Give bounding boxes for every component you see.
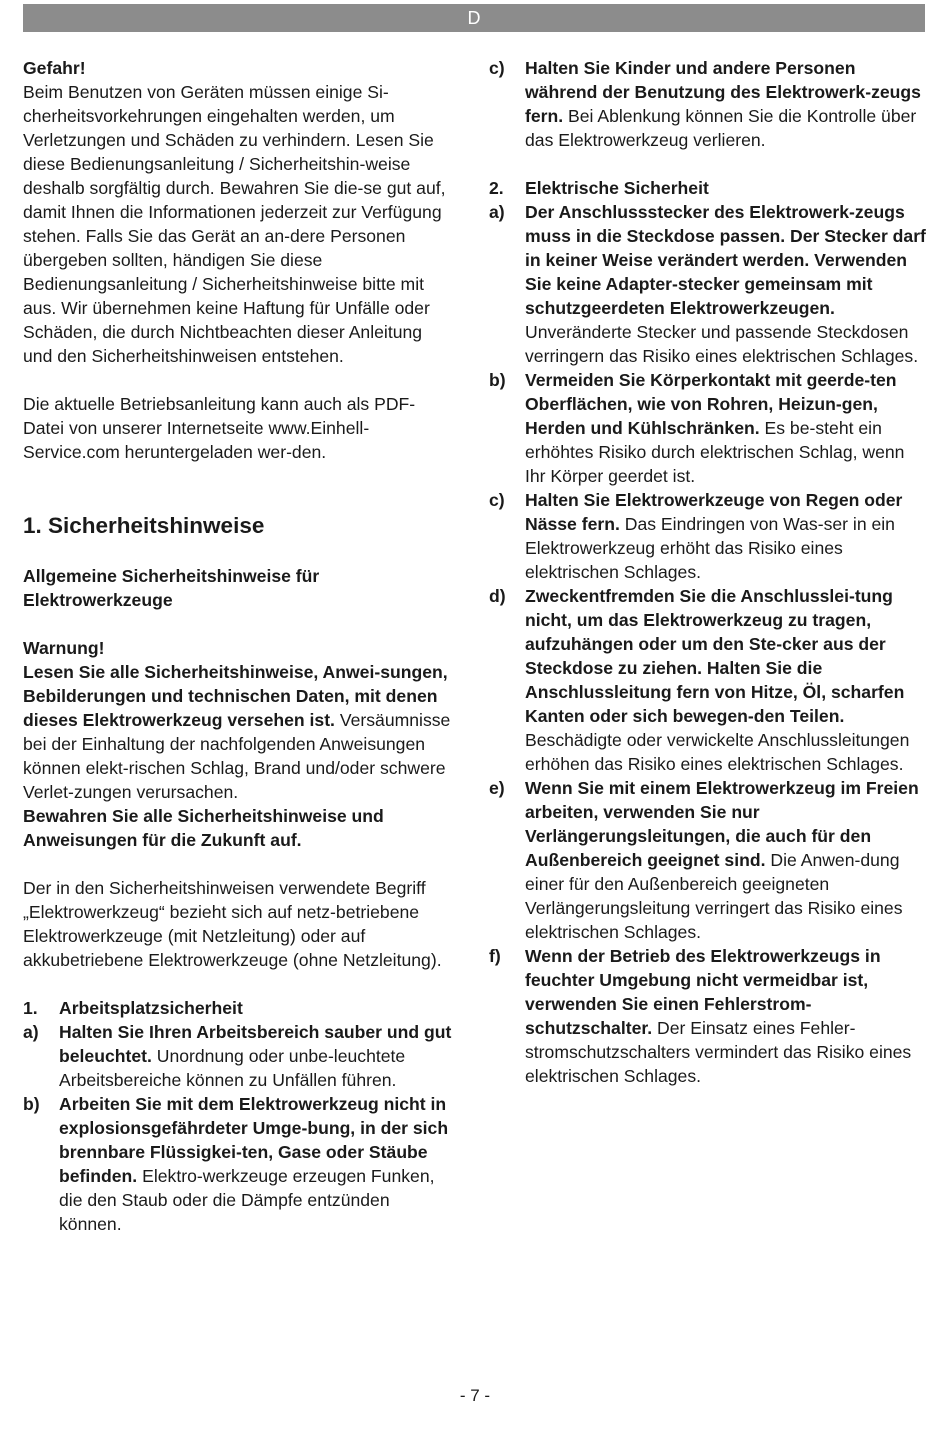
warning-title: Warnung! — [23, 638, 105, 658]
item-label: e) — [489, 778, 505, 798]
item-text — [525, 56, 929, 152]
warning-paragraph — [23, 660, 455, 804]
item-text — [59, 1020, 455, 1092]
workplace-title: Arbeitsplatzsicherheit — [59, 998, 243, 1018]
item-label: b) — [489, 370, 506, 390]
item-normal: Das Eindringen von Was-ser in ein Elektrowerkzeug erhöht das Risiko eines elektrischen Schlages. — [525, 514, 895, 582]
item-label: c) — [489, 58, 505, 78]
item-label: f) — [489, 946, 501, 966]
warning-text: Versäumnisse bei der Einhaltung der nachfolgenden Anweisungen können elekt-rischen Schlag, Brand und/oder schwere Verlet-zungen verursachen. — [23, 710, 451, 802]
item-bold: Der Anschlussstecker des Elektrowerk-zeugs muss in die Steckdose passen. Der Stecker darf in keiner Weise verändert werden. Verwenden Sie keine Adapter-stecker gemeinsam mit schutzgeerdeten Elektrowerkzeugen. — [525, 202, 926, 318]
item-normal: Beschädigte oder verwickelte Anschlussleitungen erhöhen das Risiko eines elektrischen Schlages. — [525, 730, 910, 774]
right-column — [489, 56, 929, 1088]
item-text — [525, 368, 929, 488]
list-item — [489, 488, 929, 584]
item-normal: Bei Ablenkung können Sie die Kontrolle über das Elektrowerkzeug verlieren. — [525, 106, 917, 150]
item-normal: Elektro-werkzeuge erzeugen Funken, die den Staub oder die Dämpfe entzünden können. — [59, 1166, 435, 1234]
electrical-heading — [489, 176, 929, 200]
item-label: d) — [489, 586, 506, 606]
page-number: - 7 - — [459, 1386, 491, 1405]
item-normal: Die Anwen-dung einer für den Außenbereich geeigneten Verlängerungsleitung verringert das Risiko eines elektrischen Schlages. — [525, 850, 903, 942]
workplace-number: 1. — [23, 998, 38, 1018]
item-label: c) — [489, 490, 505, 510]
pdf-download-note: Die aktuelle Betriebsanleitung kann auch als PDF-Datei von unserer Internetseite www.Einhell-Service.com heruntergeladen wer-den. — [23, 394, 416, 462]
keep-instructions: Bewahren Sie alle Sicherheitshinweise und Anweisungen für die Zukunft auf. — [23, 806, 384, 850]
list-item — [489, 776, 929, 944]
left-column — [23, 56, 455, 1236]
item-bold: Wenn der Betrieb des Elektrowerkzeugs in feuchter Umgebung nicht vermeidbar ist, verwenden Sie einen Fehlerstrom-schutzschalter. — [525, 946, 881, 1038]
item-text — [525, 584, 929, 776]
item-normal: Es be-steht ein erhöhtes Risiko durch elektrischen Schlag, wenn Ihr Körper geerdet ist. — [525, 418, 905, 486]
item-text — [525, 944, 929, 1088]
item-bold: Arbeiten Sie mit dem Elektrowerkzeug nicht in explosionsgefährdeter Umge-bung, in der sich brennbare Flüssigkei-ten, Gase oder Stäube befinden. — [59, 1094, 449, 1186]
list-item — [23, 1020, 455, 1092]
danger-title: Gefahr! — [23, 58, 86, 78]
item-text — [525, 776, 929, 944]
item-bold: Zweckentfremden Sie die Anschlusslei-tung nicht, um das Elektrowerkzeug zu tragen, aufzuhängen oder um den Ste-cker aus der Steckdose zu ziehen. Halten Sie die Anschlussleitung fern von Hitze, Öl, scharfen Kanten oder sich bewegen-den Teilen. — [525, 586, 905, 726]
list-item — [489, 944, 929, 1088]
item-bold: Halten Sie Elektrowerkzeuge von Regen oder Nässe fern. — [525, 490, 903, 534]
list-item — [23, 1092, 455, 1236]
item-label: b) — [23, 1094, 40, 1114]
item-normal: Der Einsatz eines Fehler-stromschutzschalters vermindert das Risiko eines elektrischen Schlages. — [525, 1018, 912, 1086]
item-bold: Halten Sie Ihren Arbeitsbereich sauber und gut beleuchtet. — [59, 1022, 452, 1066]
list-item — [489, 584, 929, 776]
item-bold: Halten Sie Kinder und andere Personen während der Benutzung des Elektrowerk-zeugs fern. — [525, 58, 921, 126]
warning-bold: Lesen Sie alle Sicherheitshinweise, Anwei-sungen, Bebilderungen und technischen Daten, mit denen dieses Elektrowerkzeug versehen ist. — [23, 662, 448, 730]
item-normal: Unveränderte Stecker und passende Steckdosen verringern das Risiko eines elektrischen Schlages. — [525, 322, 919, 366]
item-label: a) — [23, 1022, 39, 1042]
item-label: a) — [489, 202, 505, 222]
list-item — [489, 368, 929, 488]
term-definition: Der in den Sicherheitshinweisen verwendete Begriff „Elektrowerkzeug“ bezieht sich auf netz-betriebene Elektrowerkzeuge (mit Netzleitung) oder auf akkubetriebene Elektrowerkzeuge (ohne Netzleitung). — [23, 878, 442, 970]
item-text — [525, 488, 929, 584]
list-item — [489, 200, 929, 368]
item-normal: Unordnung oder unbe-leuchtete Arbeitsbereiche können zu Unfällen führen. — [59, 1046, 406, 1090]
language-header-bar — [23, 4, 925, 32]
list-item — [489, 56, 929, 152]
item-bold: Vermeiden Sie Körperkontakt mit geerde-ten Oberflächen, wie von Rohren, Heizun-gen, Herden und Kühlschränken. — [525, 370, 897, 438]
item-bold: Wenn Sie mit einem Elektrowerkzeug im Freien arbeiten, verwenden Sie nur Verlängerungsleitungen, die auch für den Außenbereich geeignet sind. — [525, 778, 919, 870]
language-code: D — [467, 8, 481, 28]
item-text — [525, 200, 929, 368]
electrical-number: 2. — [489, 178, 504, 198]
subsection-title: Allgemeine Sicherheitshinweise für Elektrowerkzeuge — [23, 566, 320, 610]
danger-text: Beim Benutzen von Geräten müssen einige Si-cherheitsvorkehrungen eingehalten werden, um Verletzungen und Schäden zu verhindern. Lesen Sie diese Bedienungsanleitung / Sicherheitshin-weise deshalb sorgfältig durch. Bewahren Sie die-se gut auf, damit Ihnen die Informationen jederzeit zur Verfügung stehen. Falls Sie das Gerät an an-dere Personen übergeben sollten, händigen Sie diese Bedienungsanleitung / Sicherheitshinweise bitte mit aus. Wir übernehmen keine Haftung für Unfälle oder Schäden, die durch Nichtbeachten dieser Anleitung und den Sicherheitshinweisen entstehen. — [23, 82, 446, 366]
electrical-title: Elektrische Sicherheit — [525, 178, 709, 198]
workplace-heading — [23, 996, 455, 1020]
item-text — [59, 1092, 455, 1236]
section-title: 1. Sicherheitshinweise — [23, 513, 265, 538]
